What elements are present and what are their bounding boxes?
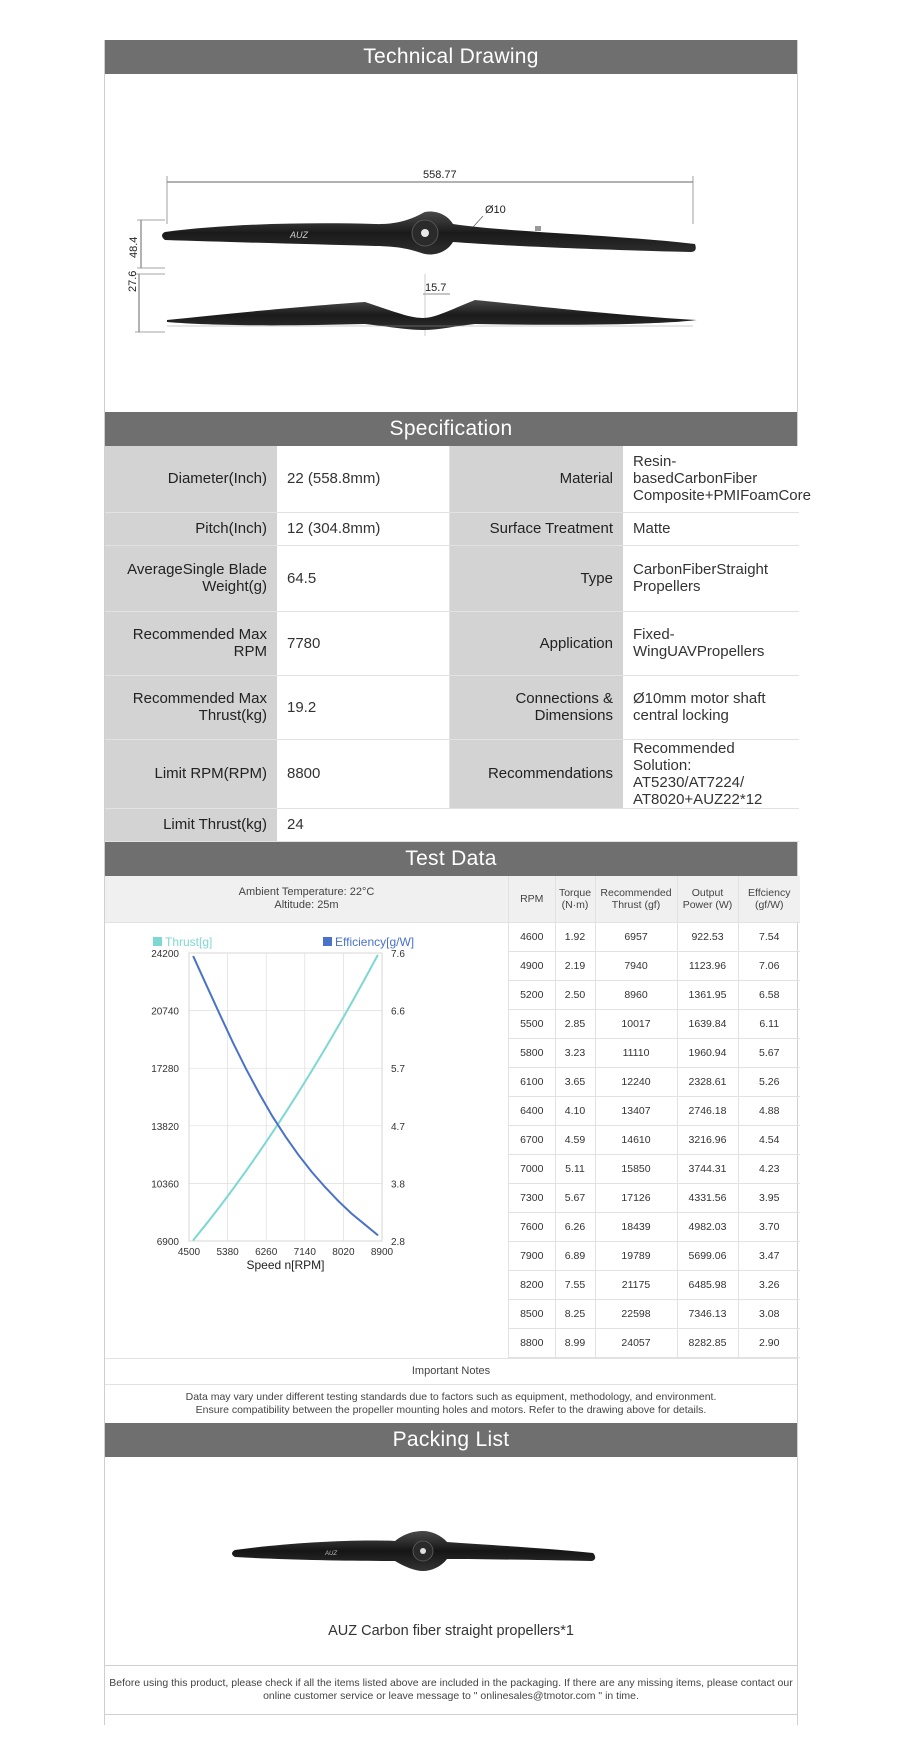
data-point: [377, 1234, 379, 1236]
data-point: [232, 1041, 234, 1043]
table-cell: 4.54: [738, 1125, 800, 1154]
table-cell: 6.58: [738, 980, 800, 1009]
important-notes-title: Important Notes: [105, 1358, 797, 1385]
x-tick-label: 4500: [177, 1246, 201, 1258]
table-cell: 3216.96: [677, 1125, 738, 1154]
spec-value: 22 (558.8mm): [277, 446, 449, 512]
table-cell: 2746.18: [677, 1096, 738, 1125]
column-header: Effciency (gf/W): [738, 876, 800, 923]
data-point: [206, 1222, 208, 1224]
data-point: [219, 1205, 221, 1207]
footer-line: online customer service or leave message to " onlinesales@tmotor.com " in time.: [263, 1689, 639, 1702]
table-row: [509, 1299, 800, 1328]
table-cell: 4331.56: [677, 1183, 738, 1212]
data-point: [311, 1171, 313, 1173]
table-cell: 3.65: [555, 1067, 595, 1096]
technical-drawing: [105, 74, 797, 412]
packing-caption: AUZ Carbon fiber straight propellers*1: [328, 1622, 574, 1639]
table-cell: 6400: [509, 1096, 555, 1125]
table-cell: 3.08: [738, 1299, 800, 1328]
y-right-tick-label: 4.7: [391, 1121, 405, 1133]
table-cell: 1361.95: [677, 980, 738, 1009]
table-cell: 2328.61: [677, 1067, 738, 1096]
table-cell: 7300: [509, 1183, 555, 1212]
specification-header: Specification: [105, 412, 797, 446]
data-point: [337, 1025, 339, 1027]
table-cell: 24057: [595, 1328, 677, 1357]
spec-row: [105, 512, 799, 545]
table-row: [509, 1328, 800, 1357]
table-cell: 10017: [595, 1009, 677, 1038]
propeller-top-view: [162, 212, 696, 255]
table-row: [509, 1154, 800, 1183]
table-cell: 4.10: [555, 1096, 595, 1125]
y-right-tick-label: 2.8: [391, 1236, 405, 1248]
spec-key: Recommendations: [449, 739, 623, 808]
table-row: [509, 980, 800, 1009]
table-cell: 8.25: [555, 1299, 595, 1328]
table-cell: 11110: [595, 1038, 677, 1067]
data-point: [350, 1212, 352, 1214]
table-cell: 5.67: [738, 1038, 800, 1067]
table-cell: 6.89: [555, 1241, 595, 1270]
table-cell: 6700: [509, 1125, 555, 1154]
table-cell: 5800: [509, 1038, 555, 1067]
table-cell: 7346.13: [677, 1299, 738, 1328]
ambient-altitude: Altitude: 25m: [274, 898, 339, 911]
y-left-tick-label: 20740: [151, 1006, 179, 1018]
spec-row: [105, 675, 799, 739]
series-line-efficiency: [193, 956, 377, 1234]
table-cell: 6.11: [738, 1009, 800, 1038]
table-cell: 8.99: [555, 1328, 595, 1357]
data-point: [206, 984, 208, 986]
chord-dimension: 48.4: [128, 236, 140, 258]
technical-drawing-header: Technical Drawing: [105, 40, 797, 74]
data-point: [324, 1048, 326, 1050]
data-point: [219, 1013, 221, 1015]
spec-key: Application: [449, 611, 623, 675]
table-cell: 8200: [509, 1270, 555, 1299]
table-cell: 5.26: [738, 1067, 800, 1096]
table-cell: 7.55: [555, 1270, 595, 1299]
brand-mark: AUZ: [290, 230, 308, 240]
column-header: Output Power (W): [677, 876, 738, 923]
spec-value: 8800: [277, 739, 449, 808]
specification-table: [105, 446, 811, 842]
packing-list: [105, 1457, 797, 1666]
column-header: RPM: [509, 876, 555, 923]
spec-key: Recommended Max Thrust(kg): [105, 675, 277, 739]
table-cell: 7.54: [738, 922, 800, 951]
propeller-side-view: [167, 300, 697, 330]
legend-swatch: [153, 937, 162, 946]
table-cell: 8800: [509, 1328, 555, 1357]
data-point: [337, 1199, 339, 1201]
table-cell: 2.90: [738, 1328, 800, 1357]
legend-label: Efficiency[g/W]: [335, 934, 415, 949]
test-data-table: [509, 876, 800, 1358]
data-point: [298, 1154, 300, 1156]
spec-key: Material: [449, 446, 623, 512]
table-row: [509, 1183, 800, 1212]
data-point: [377, 954, 379, 956]
y-right-tick-label: 7.6: [391, 948, 405, 960]
table-cell: 2.50: [555, 980, 595, 1009]
spec-value: 19.2: [277, 675, 449, 739]
y-right-tick-label: 6.6: [391, 1006, 405, 1018]
spec-value: Ø10mm motor shaft central locking: [623, 675, 799, 739]
spec-value: 12 (304.8mm): [277, 512, 449, 545]
hole-dimension: Ø10: [485, 204, 506, 216]
table-cell: 7940: [595, 951, 677, 980]
test-data-header: Test Data: [105, 842, 797, 876]
table-cell: 22598: [595, 1299, 677, 1328]
column-header: Torque (N·m): [555, 876, 595, 923]
spec-row: [105, 545, 799, 611]
data-point: [258, 1151, 260, 1153]
table-cell: 5500: [509, 1009, 555, 1038]
table-cell: 6100: [509, 1067, 555, 1096]
spec-key: Recommended Max RPM: [105, 611, 277, 675]
table-cell: 18439: [595, 1212, 677, 1241]
data-point: [245, 1170, 247, 1172]
legend-swatch: [323, 937, 332, 946]
spec-value: Matte: [623, 512, 799, 545]
table-row: [509, 1270, 800, 1299]
table-cell: 7000: [509, 1154, 555, 1183]
table-row: [509, 1009, 800, 1038]
table-cell: 8960: [595, 980, 677, 1009]
data-point: [271, 1131, 273, 1133]
table-row: [509, 951, 800, 980]
spec-value: CarbonFiberStraight Propellers: [623, 545, 799, 611]
x-tick-label: 8020: [332, 1246, 355, 1258]
y-left-tick-label: 6900: [156, 1236, 179, 1248]
table-cell: 6957: [595, 922, 677, 951]
table-cell: 7600: [509, 1212, 555, 1241]
spec-key: Type: [449, 545, 623, 611]
table-cell: 4900: [509, 951, 555, 980]
table-cell: 4600: [509, 922, 555, 951]
hub-dimension: 15.7: [425, 282, 447, 294]
x-tick-label: 7140: [293, 1246, 316, 1258]
column-header: Recommended Thrust (gf): [595, 876, 677, 923]
data-point: [350, 1002, 352, 1004]
data-point: [192, 1239, 194, 1241]
x-axis-label: Speed n[RPM]: [246, 1257, 325, 1272]
packing-footer-note: [105, 1666, 797, 1715]
brand-mark: AUZ: [325, 1550, 337, 1557]
table-cell: 4.59: [555, 1125, 595, 1154]
table-row: [509, 1125, 800, 1154]
table-cell: 13407: [595, 1096, 677, 1125]
spec-key: Limit RPM(RPM): [105, 739, 277, 808]
spec-row: [105, 808, 799, 841]
table-cell: 922.53: [677, 922, 738, 951]
spec-row: [105, 739, 799, 808]
table-cell: 1960.94: [677, 1038, 738, 1067]
table-cell: 7900: [509, 1241, 555, 1270]
table-cell: 2.19: [555, 951, 595, 980]
table-cell: 3.23: [555, 1038, 595, 1067]
spec-value: Recommended Solution: AT5230/AT7224/ AT8020+AUZ22*12: [623, 739, 799, 808]
table-cell: 15850: [595, 1154, 677, 1183]
table-cell: 5.67: [555, 1183, 595, 1212]
spec-row: [105, 611, 799, 675]
spec-key: AverageSingle Blade Weight(g): [105, 545, 277, 611]
table-cell: 8500: [509, 1299, 555, 1328]
data-point: [192, 955, 194, 957]
table-cell: 5.11: [555, 1154, 595, 1183]
table-cell: 19789: [595, 1241, 677, 1270]
plot-frame: [189, 953, 382, 1241]
y-left-tick-label: 17280: [151, 1063, 179, 1075]
ambient-conditions: [105, 876, 508, 923]
y-left-tick-label: 13820: [151, 1121, 179, 1133]
footer-line: Before using this product, please check if all the items listed above are included in the packaging. If there are any missing items, please contact our: [109, 1676, 793, 1689]
packing-list-header: Packing List: [105, 1423, 797, 1457]
table-cell: 1639.84: [677, 1009, 738, 1038]
spec-value: 7780: [277, 611, 449, 675]
x-tick-label: 5380: [216, 1246, 239, 1258]
table-cell: 3744.31: [677, 1154, 738, 1183]
x-tick-label: 8900: [370, 1246, 394, 1258]
table-cell: 6485.98: [677, 1270, 738, 1299]
y-left-tick-label: 10360: [151, 1178, 179, 1190]
series-line-thrust: [193, 955, 377, 1240]
spec-key: Connections & Dimensions: [449, 675, 623, 739]
data-point: [258, 1092, 260, 1094]
data-point: [232, 1188, 234, 1190]
table-cell: 1.92: [555, 922, 595, 951]
spec-key: Diameter(Inch): [105, 446, 277, 512]
table-cell: 8282.85: [677, 1328, 738, 1357]
x-tick-label: 6260: [255, 1246, 278, 1258]
legend-label: Thrust[g]: [165, 934, 213, 949]
spec-row: [105, 446, 799, 512]
table-row: [509, 1212, 800, 1241]
note-line: Data may vary under different testing standards due to factors such as equipment, methodology, and environment.: [185, 1390, 717, 1403]
data-point: [364, 978, 366, 980]
table-cell: 3.47: [738, 1241, 800, 1270]
data-point: [364, 1223, 366, 1225]
table-cell: 4982.03: [677, 1212, 738, 1241]
table-cell: 6.26: [555, 1212, 595, 1241]
data-point: [271, 1115, 273, 1117]
data-point: [285, 1135, 287, 1137]
ambient-temperature: Ambient Temperature: 22°C: [238, 885, 375, 898]
spec-value: Fixed-WingUAVPropellers: [623, 611, 799, 675]
spec-value: 24: [277, 808, 799, 841]
table-cell: 14610: [595, 1125, 677, 1154]
note-line: Ensure compatibility between the propeller mounting holes and motors. Refer to the drawing above for details.: [195, 1403, 707, 1416]
spec-key: Surface Treatment: [449, 512, 623, 545]
data-point: [245, 1067, 247, 1069]
table-row: [509, 1038, 800, 1067]
data-point: [324, 1186, 326, 1188]
table-cell: 3.70: [738, 1212, 800, 1241]
spec-value: 64.5: [277, 545, 449, 611]
table-cell: 3.95: [738, 1183, 800, 1212]
performance-chart: [105, 923, 508, 1328]
table-cell: 2.85: [555, 1009, 595, 1038]
table-cell: 21175: [595, 1270, 677, 1299]
data-point: [311, 1069, 313, 1071]
y-right-tick-label: 5.7: [391, 1063, 405, 1075]
table-row: [509, 1096, 800, 1125]
spec-key: Pitch(Inch): [105, 512, 277, 545]
propeller-photo: [232, 1531, 595, 1571]
important-notes: [105, 1385, 797, 1423]
y-left-tick-label: 24200: [151, 948, 179, 960]
table-row: [509, 1067, 800, 1096]
spec-key: Limit Thrust(kg): [105, 808, 277, 841]
data-point: [298, 1091, 300, 1093]
data-point: [285, 1111, 287, 1113]
span-dimension: 558.77: [423, 169, 457, 181]
spec-value: Resin-basedCarbonFiber Composite+PMIFoamCore: [623, 446, 799, 512]
table-cell: 3.26: [738, 1270, 800, 1299]
height-dimension: 27.6: [127, 270, 139, 292]
table-cell: 7.06: [738, 951, 800, 980]
table-cell: 12240: [595, 1067, 677, 1096]
table-row: [509, 922, 800, 951]
y-right-tick-label: 3.8: [391, 1178, 405, 1190]
table-cell: 1123.96: [677, 951, 738, 980]
table-cell: 17126: [595, 1183, 677, 1212]
table-cell: 4.88: [738, 1096, 800, 1125]
table-cell: 5699.06: [677, 1241, 738, 1270]
table-row: [509, 1241, 800, 1270]
table-cell: 5200: [509, 980, 555, 1009]
table-cell: 4.23: [738, 1154, 800, 1183]
